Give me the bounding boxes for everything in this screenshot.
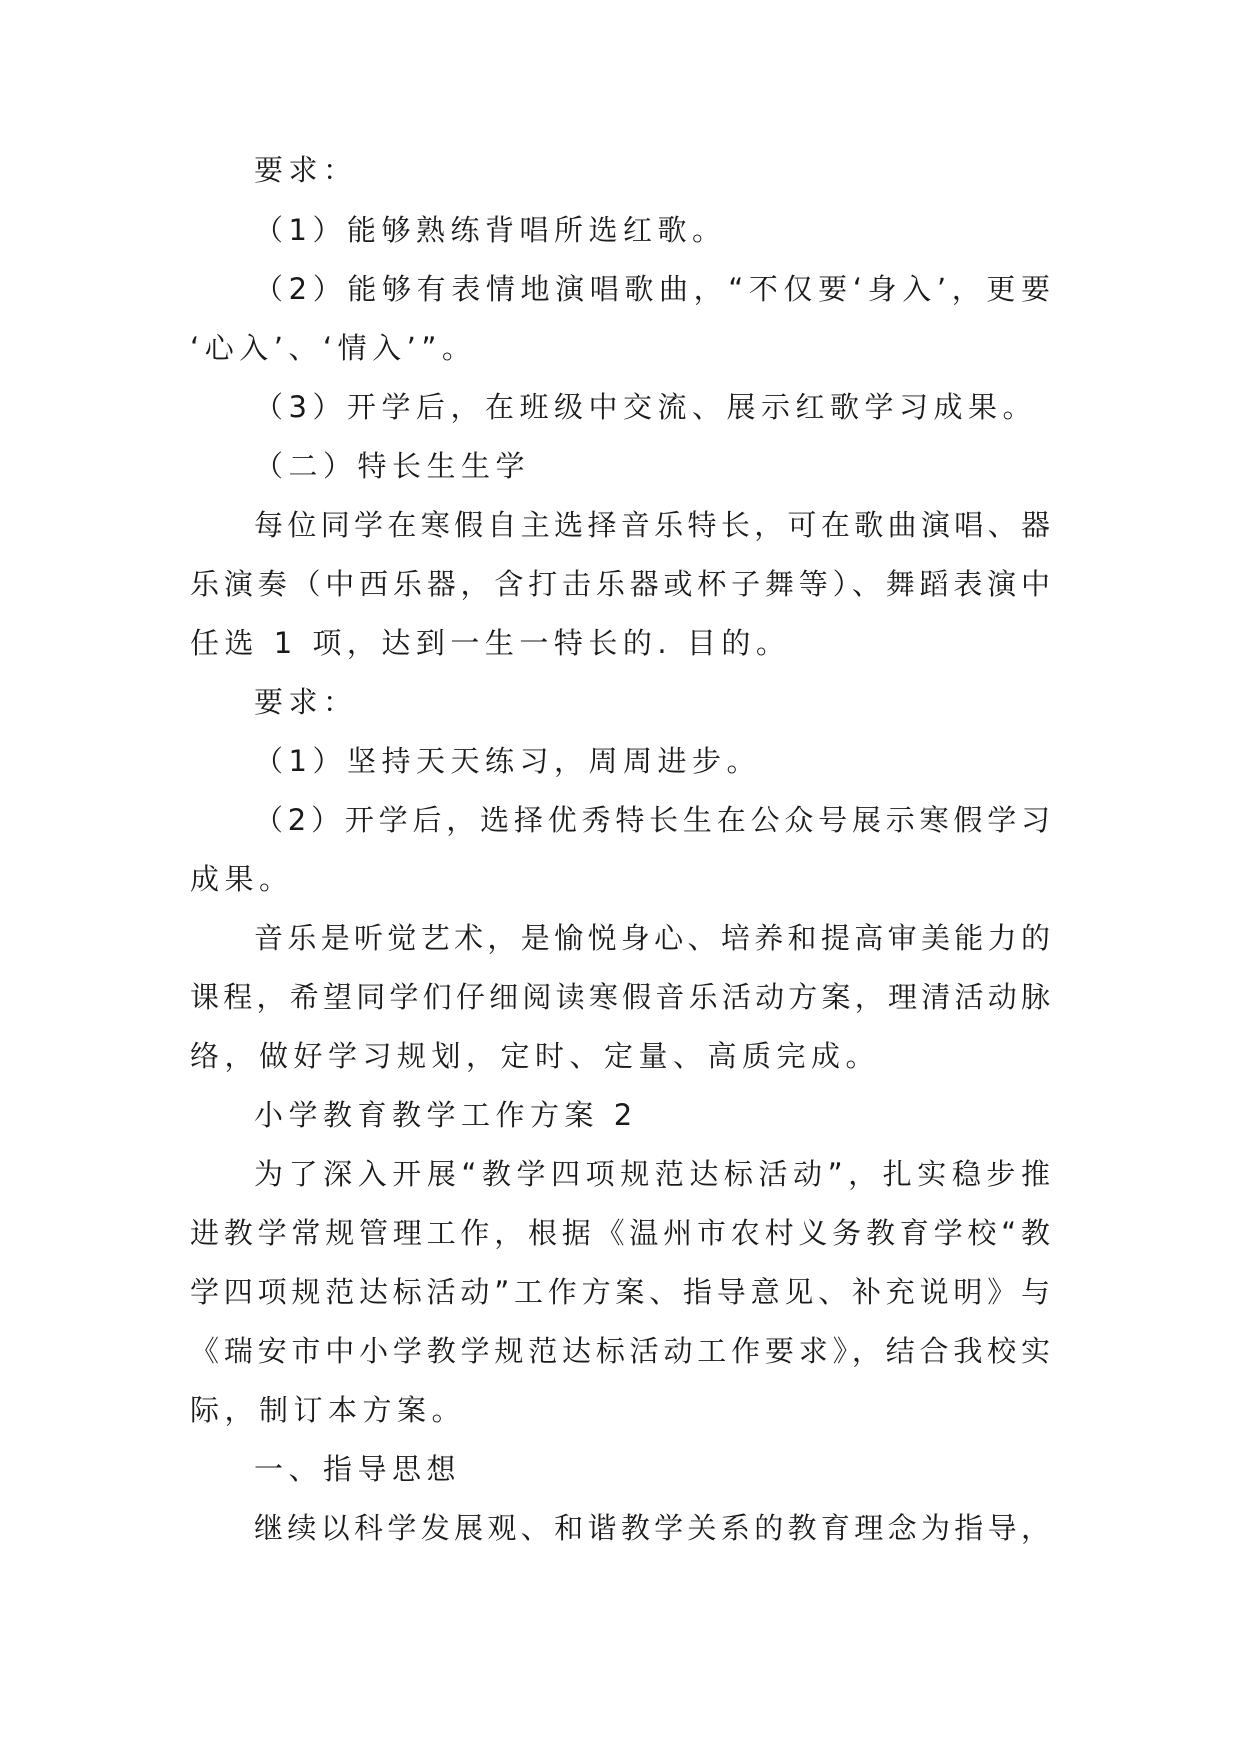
text-line: 《瑞安市中小学教学规范达标活动工作要求》，结合我校实 <box>190 1334 1050 1368</box>
text-line: （3）开学后，在班级中交流、展示红歌学习成果。 <box>254 390 1037 424</box>
text-line: 要求： <box>254 685 358 719</box>
text-line: 音乐是听觉艺术，是愉悦身心、培养和提高审美能力的 <box>254 921 1050 955</box>
section-heading: （二）特长生生学 <box>254 449 531 483</box>
text-line: 络，做好学习规划，定时、定量、高质完成。 <box>190 1039 881 1073</box>
text-line: （2）开学后，选择优秀特长生在公众号展示寒假学习 <box>254 803 1050 837</box>
text-line: （2）能够有表情地演唱歌曲，“不仅要‘身入’，更要 <box>254 272 1050 306</box>
text-line: 要求： <box>254 153 358 187</box>
text-line: 进教学常规管理工作，根据《温州市农村义务教育学校“教 <box>190 1216 1050 1250</box>
text-line: 成果。 <box>190 862 294 896</box>
text-line: 学四项规范达标活动”工作方案、指导意见、补充说明》与 <box>190 1275 1050 1309</box>
text-line: 任选 1 项，达到一生一特长的. 目的。 <box>190 626 791 660</box>
text-line: 为了深入开展“教学四项规范达标活动”，扎实稳步推 <box>254 1157 1050 1191</box>
text-line: （1）能够熟练背唱所选红歌。 <box>254 213 727 247</box>
text-line: 乐演奏（中西乐器，含打击乐器或杯子舞等）、舞蹈表演中 <box>190 567 1050 601</box>
text-line: 际，制订本方案。 <box>190 1393 467 1427</box>
text-line: 课程，希望同学们仔细阅读寒假音乐活动方案，理清活动脉 <box>190 980 1050 1014</box>
section-heading: 一、指导思想 <box>254 1452 462 1486</box>
text-line: （1）坚持天天练习，周周进步。 <box>254 744 761 778</box>
text-line: ‘心入’、‘情入’”。 <box>190 331 477 365</box>
text-line: 继续以科学发展观、和谐教学关系的教育理念为指导， <box>254 1511 1050 1545</box>
text-line: 每位同学在寒假自主选择音乐特长，可在歌曲演唱、器 <box>254 508 1050 542</box>
section-title: 小学教育教学工作方案 2 <box>254 1098 638 1132</box>
